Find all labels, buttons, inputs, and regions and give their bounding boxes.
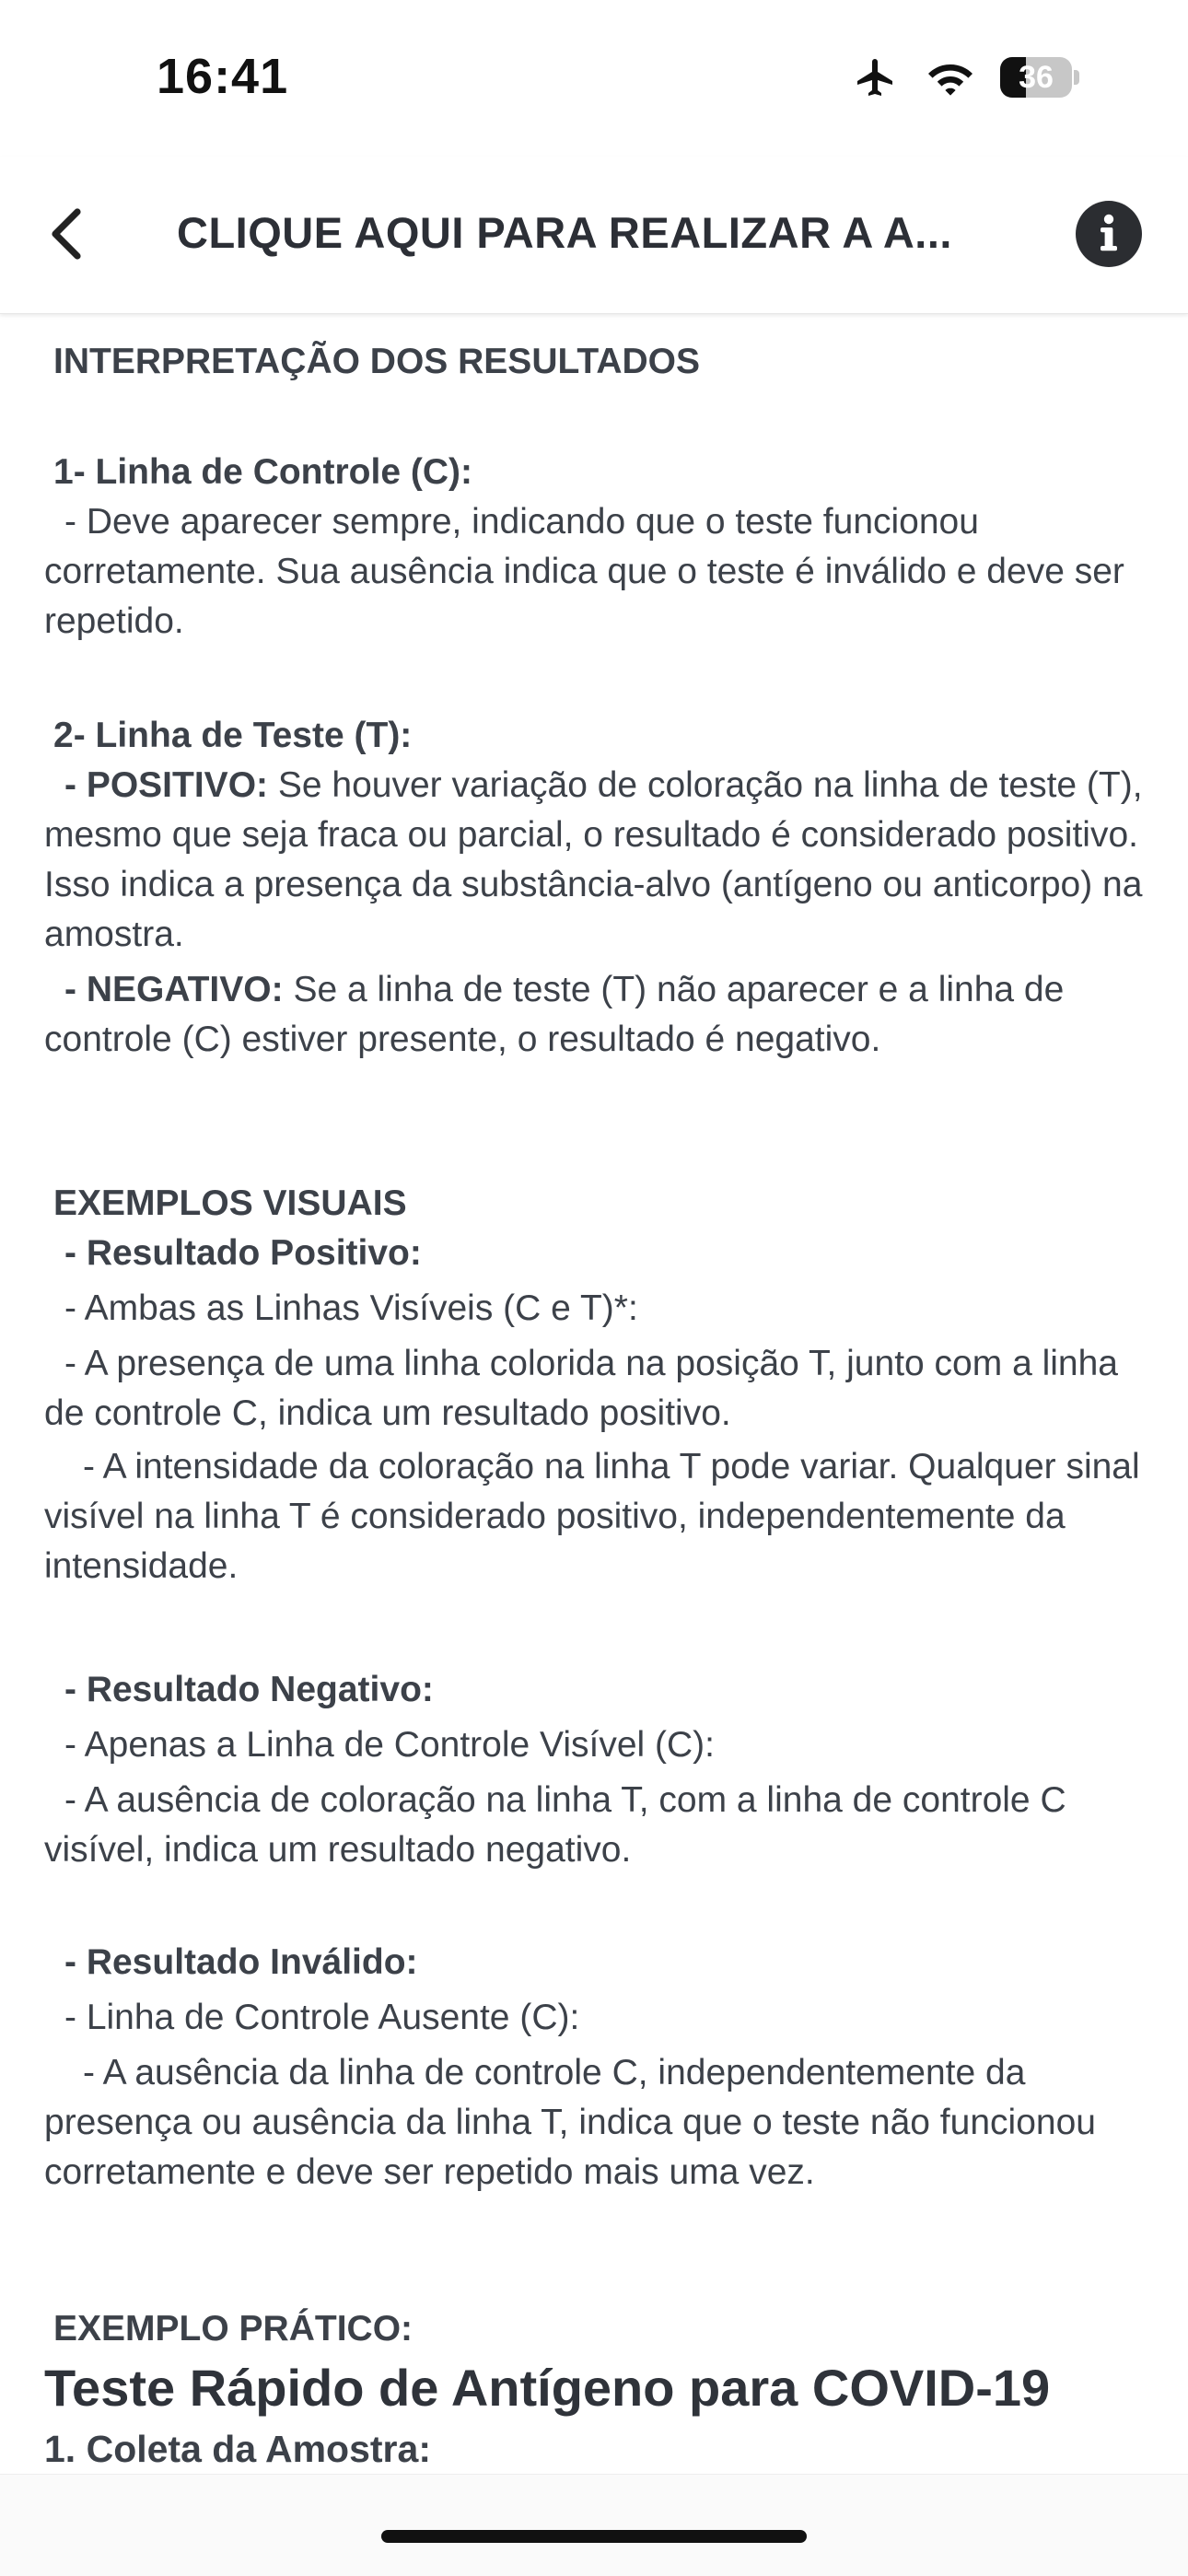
- content-area[interactable]: [0, 313, 1188, 2468]
- status-bar: [0, 0, 1188, 157]
- home-indicator[interactable]: [381, 2530, 807, 2543]
- example-invalid-line2: - A ausência da linha de controle C, independentemente da presença ou ausência da linha T, indica que o teste não funcionou corretamente e deve ser repetido mais uma vez.: [44, 2053, 1096, 2192]
- wifi-icon: [925, 57, 976, 98]
- page-title: CLIQUE AQUI PARA REALIZAR A A...: [177, 208, 952, 257]
- negative-text: Se a linha de teste (T) não aparecer e a linha de controle (C) estiver presente, o resultado é negativo.: [44, 970, 1065, 1059]
- control-line-text: - Deve aparecer sempre, indicando que o teste funcionou corretamente. Sua ausência indica que o teste é inválido e deve ser repetido.: [44, 502, 1124, 641]
- status-icons: [851, 55, 1079, 99]
- test-line-title: 2- Linha de Teste (T):: [53, 716, 413, 755]
- example-positive-title: - Resultado Positivo:: [64, 1233, 422, 1273]
- practical-title: Teste Rápido de Antígeno para COVID-19: [44, 2359, 1051, 2417]
- step-1-title: 1. Coleta da Amostra:: [44, 2428, 431, 2468]
- chevron-left-icon: [48, 206, 85, 262]
- info-button[interactable]: [1076, 201, 1142, 267]
- status-time: 16:41: [157, 49, 289, 104]
- example-positive-line1: - Ambas as Linhas Visíveis (C e T)*:: [64, 1288, 638, 1328]
- battery-icon: [1000, 57, 1079, 98]
- example-negative-line1: - Apenas a Linha de Controle Visível (C):: [64, 1725, 715, 1765]
- positive-label: - POSITIVO:: [64, 765, 269, 805]
- positive-paragraph: [44, 761, 1149, 960]
- example-negative-title: - Resultado Negativo:: [64, 1670, 434, 1709]
- positive-text: Se houver variação de coloração na linha de teste (T), mesmo que seja fraca ou parcial, o resultado é considerado positivo. Isso indica a presença da substância-alvo (antígeno ou anticorpo) na amostra.: [44, 765, 1143, 954]
- section-heading-practical: EXEMPLO PRÁTICO:: [53, 2309, 413, 2349]
- navigation-bar: [0, 157, 1188, 314]
- control-line-title: 1- Linha de Controle (C):: [53, 452, 472, 492]
- section-heading-examples: EXEMPLOS VISUAIS: [53, 1183, 407, 1223]
- example-invalid-title: - Resultado Inválido:: [64, 1942, 418, 1982]
- back-button[interactable]: [33, 201, 99, 267]
- section-heading-results: INTERPRETAÇÃO DOS RESULTADOS: [53, 342, 701, 381]
- negative-label: - NEGATIVO:: [64, 970, 284, 1009]
- battery-level: 36: [1019, 60, 1054, 95]
- bottom-safe-area: [0, 2474, 1188, 2576]
- info-icon: [1076, 201, 1142, 267]
- example-positive-line2: - A presença de uma linha colorida na posição T, junto com a linha de controle C, indica um resultado positivo.: [44, 1344, 1118, 1433]
- example-positive-line3: - A intensidade da coloração na linha T pode variar. Qualquer sinal visível na linha T é considerado positivo, independentemente da intensidade.: [44, 1447, 1140, 1586]
- negative-paragraph: [44, 965, 1149, 1065]
- example-negative-line2: - A ausência de coloração na linha T, com a linha de controle C visível, indica um resultado negativo.: [44, 1780, 1066, 1870]
- airplane-icon: [851, 55, 901, 99]
- example-invalid-line1: - Linha de Controle Ausente (C):: [64, 1998, 580, 2037]
